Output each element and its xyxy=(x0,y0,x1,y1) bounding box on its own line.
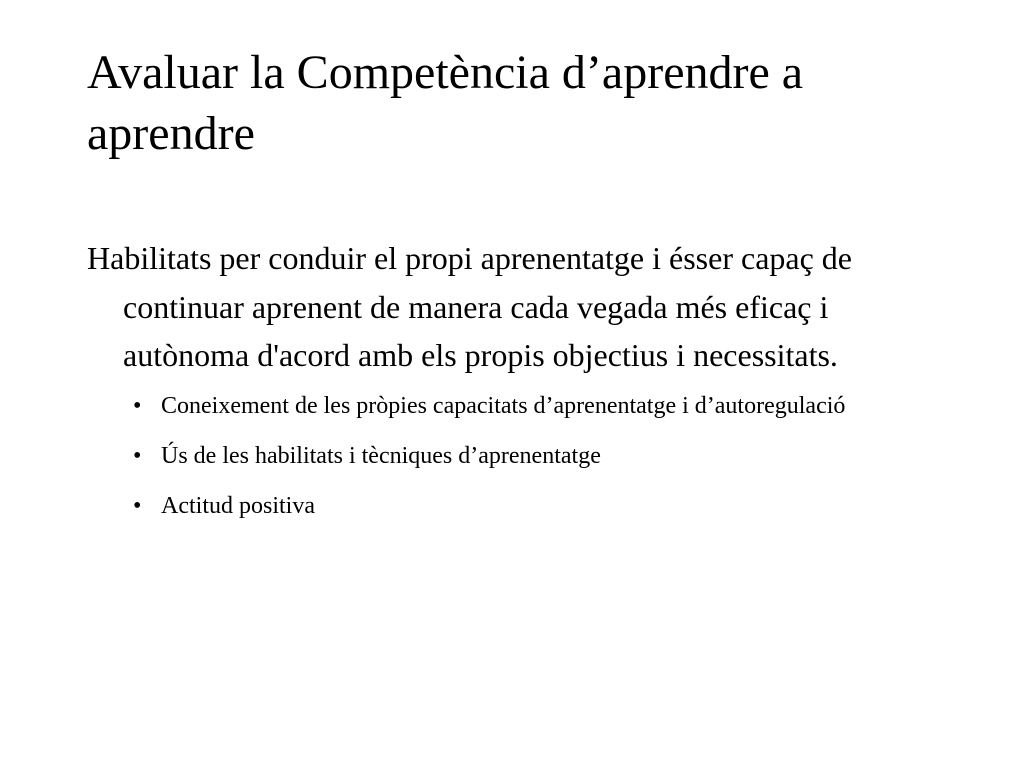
sub-point-list xyxy=(87,390,957,523)
sub-point-text: Ús de les habilitats i tècniques d’aprenentatge xyxy=(161,442,601,469)
sub-point-text: Coneixement de les pròpies capacitats d’aprenentatge i d’autoregulació xyxy=(161,392,846,419)
slide-title: Avaluar la Competència d’aprendre a aprendre xyxy=(87,46,804,160)
bullet-icon: • xyxy=(133,442,142,469)
sub-point-text: Actitud positiva xyxy=(161,492,315,519)
sub-point-self-knowledge xyxy=(133,390,957,423)
bullet-icon: • xyxy=(133,392,142,419)
slide-body xyxy=(87,234,957,540)
main-point: Habilitats per conduir el propi aprenentatge i ésser capaç de continuar aprenent de manera cada vegada més eficaç i autònoma d'acord amb els propis objectius i necessitats. xyxy=(87,240,852,373)
sub-point-attitude xyxy=(133,490,957,523)
sub-point-techniques xyxy=(133,440,957,473)
bullet-icon: • xyxy=(133,492,142,519)
